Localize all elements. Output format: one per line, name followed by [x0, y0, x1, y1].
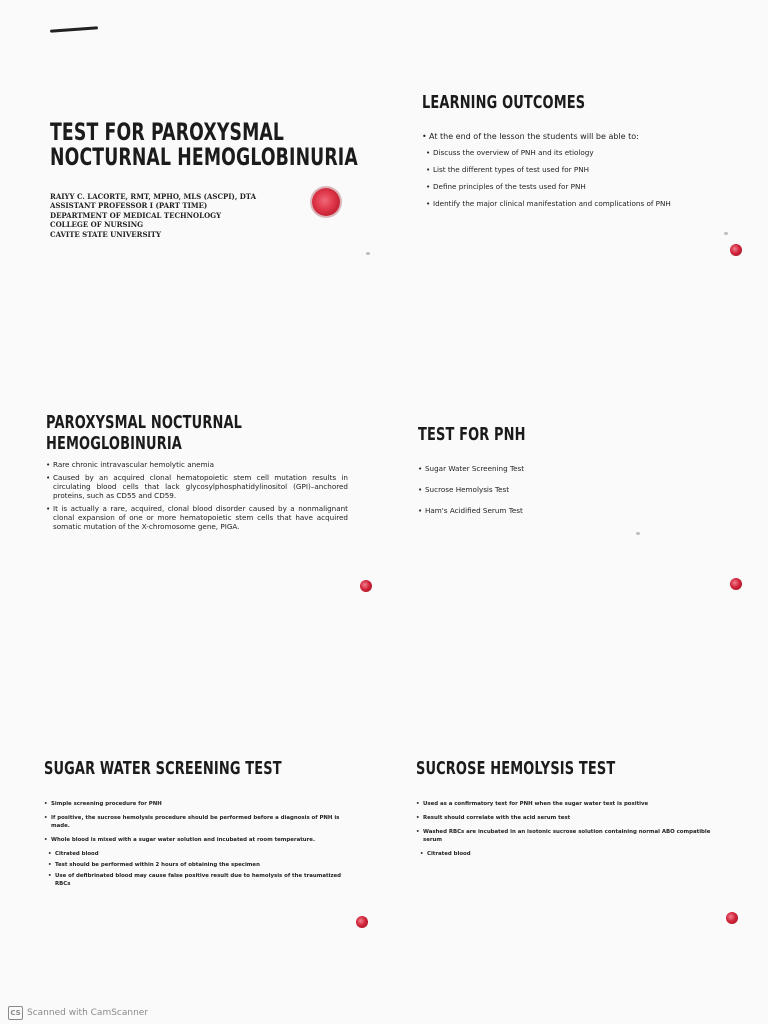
list-item: • It is actually a rare, acquired, clonal blood disorder caused by a nonmalignant clonal expansion of one or more hematopoietic stem cells that have acquired somatic mutation of the X-chromosome gene, PIGA. [46, 504, 348, 531]
slide-title [40, 80, 370, 310]
heading-line-1: PAROXYSMAL NOCTURNAL [46, 412, 243, 433]
list-item: • Ham's Acidified Serum Test [418, 506, 718, 515]
author-line: RAIYY C. LACORTE, RMT, MPHO, MLS (ASCPI), DTA [50, 192, 257, 201]
author-line: COLLEGE OF NURSING [50, 220, 144, 230]
red-dot-decoration [730, 244, 742, 256]
list-item: • Sugar Water Screening Test [418, 464, 718, 473]
sugar-water-list [44, 800, 346, 891]
sucrose-list [416, 800, 718, 861]
list-item: • Result should correlate with the acid serum test [416, 814, 718, 822]
list-item: • At the end of the lesson the students will be able to: [422, 132, 742, 141]
sub-list-item: • Use of defibrinated blood may cause false positive result due to hemolysis of the traumatized RBCs [48, 872, 346, 888]
red-dot-decoration [730, 578, 742, 590]
sub-list-item: • Citrated blood [420, 850, 718, 858]
scan-smudge [724, 232, 728, 235]
list-item: • Define principles of the tests used for PNH [426, 182, 742, 191]
tests-list [418, 464, 718, 527]
title-line-2: NOCTURNAL HEMOGLOBINURIA [50, 143, 358, 171]
list-item: • Rare chronic intravascular hemolytic anemia [46, 460, 348, 469]
pen-mark [50, 26, 98, 32]
slide-sugar-water-test [40, 740, 370, 970]
camscanner-watermark [8, 1006, 148, 1020]
author-line: ASSISTANT PROFESSOR I (PART TIME) [50, 201, 208, 211]
watermark-text: Scanned with CamScanner [27, 1008, 149, 1018]
red-dot-decoration [356, 916, 368, 928]
list-item: • Caused by an acquired clonal hematopoietic stem cell mutation results in circulating blood cells that lack glycosylphosphatidylinositol (GPI)–anchored proteins, such as CD55 and CD59. [46, 473, 348, 500]
list-item: • Sucrose Hemolysis Test [418, 485, 718, 494]
sub-list-item: • Citrated blood [48, 850, 346, 858]
list-item: • Whole blood is mixed with a sugar water solution and incubated at room temperature. [44, 836, 346, 844]
slide-sucrose-hemolysis-test [410, 740, 740, 970]
slide-heading: LEARNING OUTCOMES [422, 92, 586, 113]
author-block [50, 192, 256, 239]
list-item: • List the different types of test used for PNH [426, 165, 742, 174]
slide-test-for-pnh [410, 400, 740, 630]
slide-learning-outcomes [410, 80, 740, 310]
page-title [50, 120, 358, 170]
slide-pnh-overview [40, 400, 370, 630]
slide-heading: SUGAR WATER SCREENING TEST [44, 758, 282, 779]
list-item: • Simple screening procedure for PNH [44, 800, 346, 808]
author-line: DEPARTMENT OF MEDICAL TECHNOLOGY [50, 210, 222, 220]
slide-heading: SUCROSE HEMOLYSIS TEST [416, 758, 616, 779]
list-item: • If positive, the sucrose hemolysis procedure should be performed before a diagnosis of PNH is made. [44, 814, 346, 830]
author-line: CAVITE STATE UNIVERSITY [50, 229, 161, 239]
list-item: • Identify the major clinical manifestation and complications of PNH [426, 199, 742, 208]
slide-heading: TEST FOR PNH [418, 424, 526, 445]
scan-smudge [366, 252, 370, 255]
sub-list-item: • Test should be performed within 2 hours of obtaining the specimen [48, 861, 346, 869]
list-item: • Used as a confirmatory test for PNH when the sugar water test is positive [416, 800, 718, 808]
scan-smudge [636, 532, 640, 535]
red-dot-decoration [360, 580, 372, 592]
red-dot-decoration [726, 912, 738, 924]
slide-heading [46, 412, 242, 454]
camscanner-icon: CS [8, 1006, 23, 1020]
outcomes-list [422, 132, 742, 216]
heading-line-2: HEMOGLOBINURIA [46, 433, 182, 454]
pnh-list [46, 460, 348, 538]
red-dot-decoration [312, 188, 340, 216]
list-item: • Washed RBCs are incubated in an isotonic sucrose solution containing normal ABO compatible serum [416, 828, 718, 844]
title-line-1: TEST FOR PAROXYSMAL [50, 118, 285, 146]
list-item: • Discuss the overview of PNH and its etiology [426, 148, 742, 157]
